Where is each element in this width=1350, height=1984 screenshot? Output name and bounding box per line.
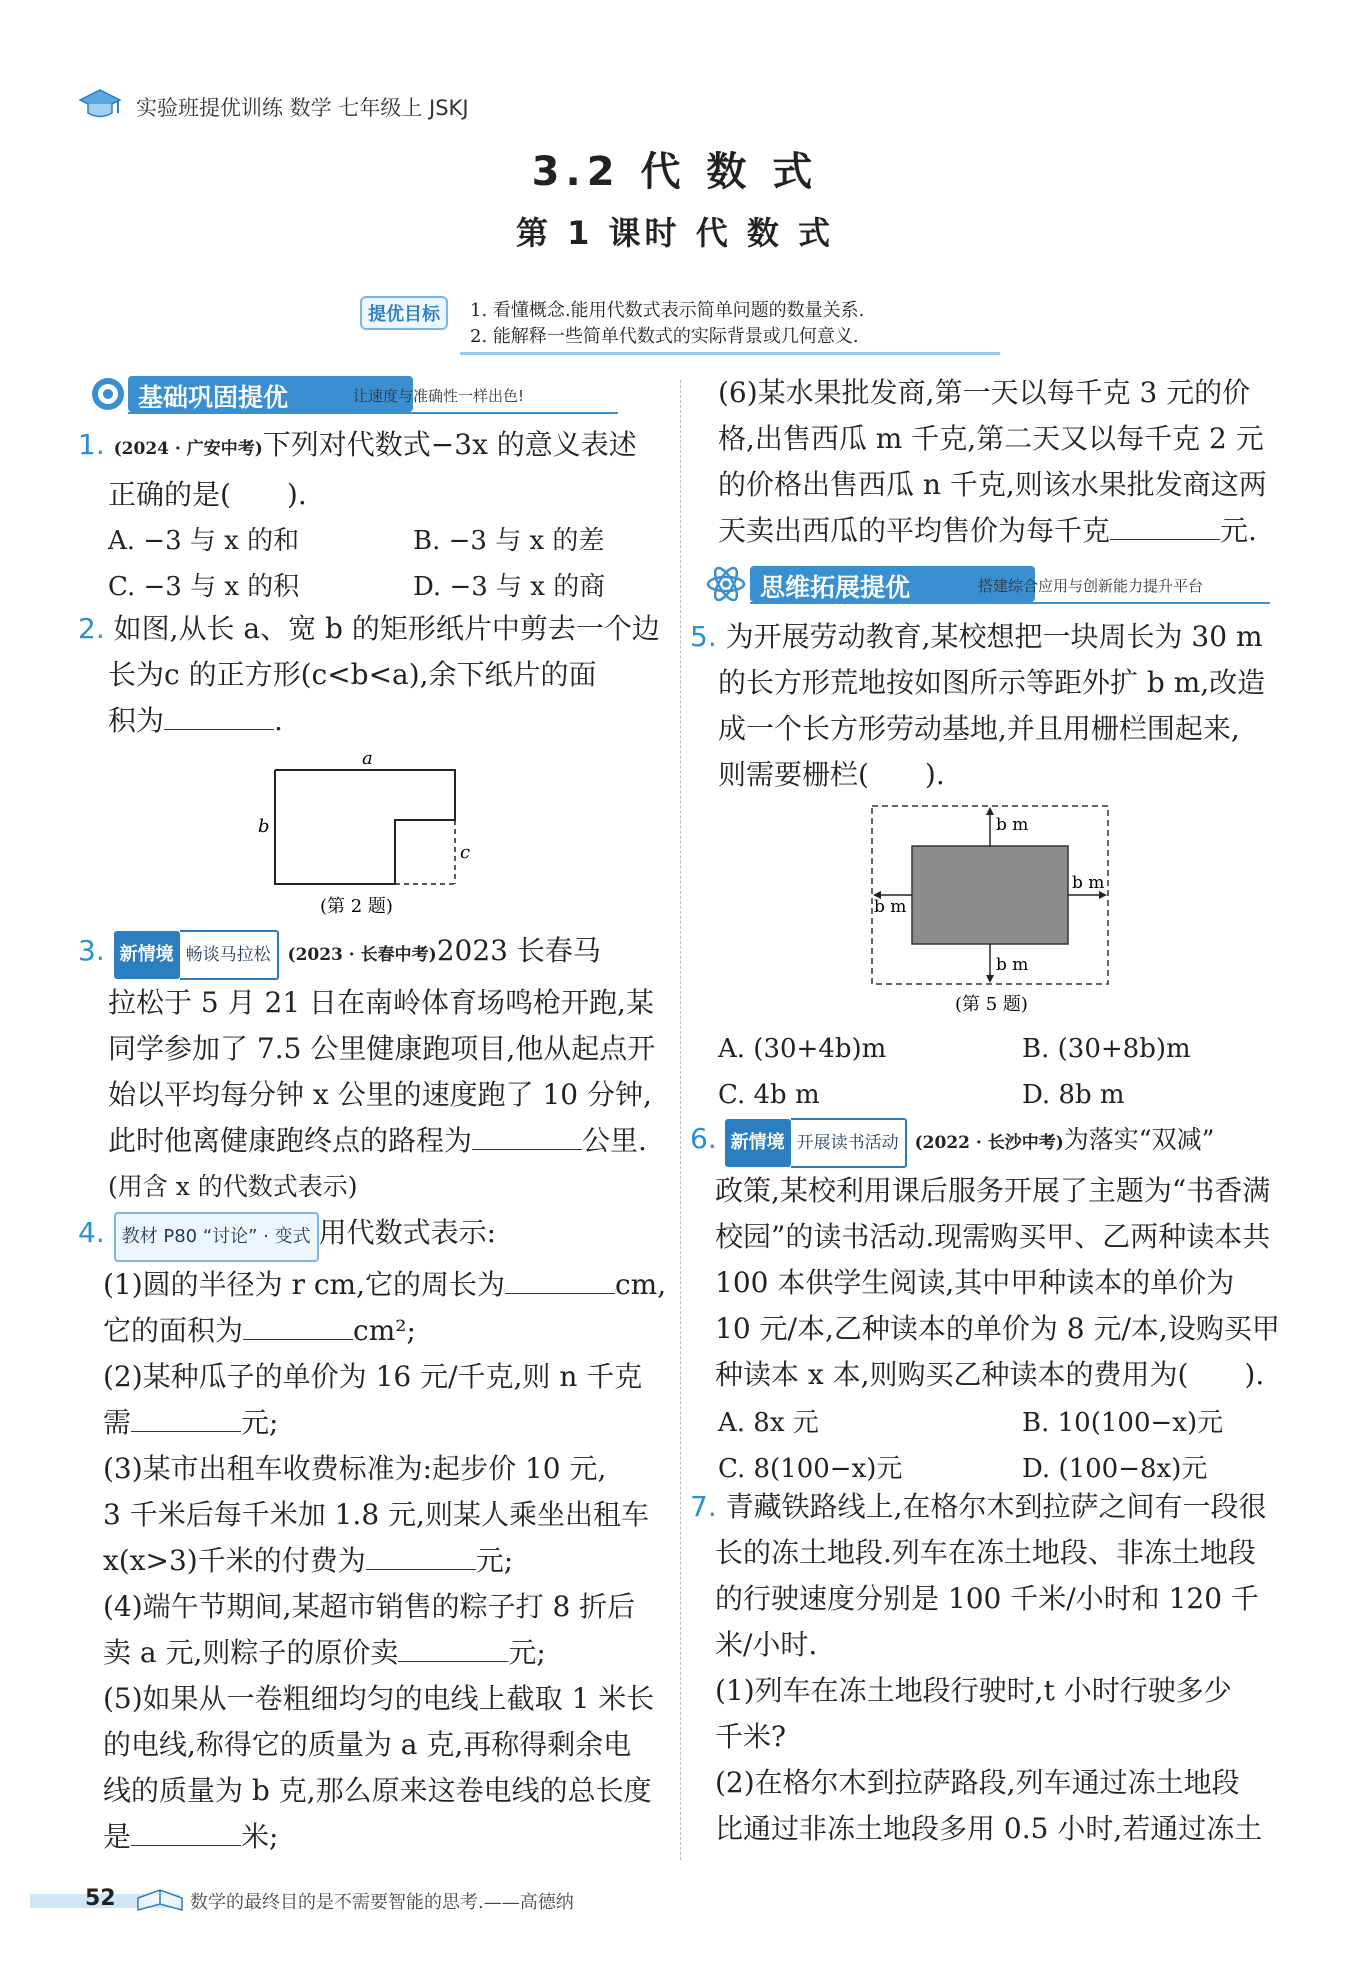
header bbox=[78, 86, 678, 126]
goal-item-2: 2. 能解释一些简单代数式的实际背景或几何意义. bbox=[470, 326, 859, 347]
svg-text:b m: b m bbox=[996, 955, 1029, 975]
target-icon bbox=[86, 374, 132, 414]
q6-option-b[interactable]: B. 10(100−x)元 bbox=[1022, 1408, 1224, 1438]
figure-q2 bbox=[250, 750, 490, 920]
q6-option-c[interactable]: C. 8(100−x)元 bbox=[718, 1454, 903, 1484]
question-2: 2. 如图,从长 a、宽 b 的矩形纸片中剪去一个边 长为c 的正方形(c<b<a),余下纸片的面 积为 . bbox=[78, 612, 660, 737]
q5-option-d[interactable]: D. 8b m bbox=[1022, 1080, 1125, 1110]
question-6: 6. 新情境 开展读书活动 (2022 · 长沙中考)为落实“双减” 政策,某校利用课后服务开展了主题为“书香满 校园”的读书活动.现需购买甲、乙两种读本共 100 本供学生阅读,其中甲种读本的单价为 10 元/本,乙种读本的单价为 8 元/本,设购买甲 种读本 x 本,则购买乙种读本的费用为( ). bbox=[690, 1116, 1290, 1398]
answer-blank[interactable] bbox=[366, 1539, 476, 1570]
answer-blank[interactable] bbox=[472, 1119, 582, 1150]
question-5: 5. 为开展劳动教育,某校想把一块周长为 30 m 的长方形荒地按如图所示等距外扩 b m,改造 成一个长方形劳动基地,并且用栅栏围起来, 则需要栅栏( ). bbox=[690, 620, 1266, 791]
question-1: 1. (2024 · 广安中考)下列对代数式−3x 的意义表述 正确的是( ). A. −3 与 x 的和 B. −3 与 x 的差 C. −3 与 x 的积 D. −3 与 x 的商 bbox=[78, 428, 637, 602]
section-title-extend: 思维拓展提优 bbox=[760, 573, 911, 602]
question-4-part-6: (6)某水果批发商,第一天以每千克 3 元的价 格,出售西瓜 m 千克,第二天又以每千克 2 元 的价格出售西瓜 n 千克,则该水果批发商这两 天卖出西瓜的平均售价为每千克 元. bbox=[718, 376, 1267, 547]
answer-blank[interactable] bbox=[164, 699, 274, 730]
question-3: 3. 新情境 畅谈马拉松 (2023 · 长春中考)2023 长春马 拉松于 5 月 21 日在南岭体育场鸣枪开跑,某 同学参加了 7.5 公里健康跑项目,他从起点开 始以平均每分钟 x 公里的速度跑了 10 分钟, 此时他离健康跑终点的路程为 公里. (用含 x 的代数式表示) bbox=[78, 928, 678, 1210]
goals-underline bbox=[460, 352, 1000, 355]
page-title: 3.2 代 数 式 bbox=[531, 149, 819, 195]
atom-icon bbox=[704, 564, 750, 604]
q1-option-a[interactable]: A. −3 与 x 的和 bbox=[108, 526, 300, 556]
goals-box bbox=[360, 290, 1000, 356]
q5-option-a[interactable]: A. (30+4b)m bbox=[718, 1034, 887, 1064]
label-b: b bbox=[258, 816, 270, 837]
q1-option-c[interactable]: C. −3 与 x 的积 bbox=[108, 572, 300, 602]
footer-quote: 数学的最终目的是不需要智能的思考.——高德纳 bbox=[190, 1892, 574, 1913]
section-title-basic: 基础巩固提优 bbox=[138, 383, 289, 412]
q6-option-d[interactable]: D. (100−8x)元 bbox=[1022, 1454, 1208, 1484]
answer-blank[interactable] bbox=[131, 1401, 241, 1432]
column-divider bbox=[680, 380, 681, 1860]
answer-blank[interactable] bbox=[131, 1815, 241, 1846]
goals-label: 提优目标 bbox=[360, 296, 448, 330]
question-4: 4. 教材 P80 “讨论” · 变式 用代数式表示: (1)圆的半径为 r cm,它的周长为 cm, 它的面积为 cm²; (2)某种瓜子的单价为 16 元/千克,则 n 千克 需 元; (3)某市出租车收费标准为:起步价 10 元, 3 千米后每千米加 1.8 元,则某人乘坐出租车 x(x>3)千米的付费为 元; (4)端午节期间,某超市销售的粽子打 8 折后 卖 a 元,则粽子的原价卖 元; (5)如果从一卷粗细均匀的电线上截取 1 米长 的电线,称得它的质量为 a 克,再称得剩余电 线的质量为 b 克,那么原来这卷电线的总长度 是 米; bbox=[78, 1210, 678, 1860]
graduation-cap-icon bbox=[78, 86, 122, 122]
textbook-tag: 教材 P80 “讨论” · 变式 bbox=[114, 1212, 319, 1262]
answer-blank[interactable] bbox=[398, 1631, 508, 1662]
footer bbox=[30, 1872, 930, 1922]
svg-text:b m: b m bbox=[874, 897, 907, 917]
q6-option-a[interactable]: A. 8x 元 bbox=[718, 1408, 819, 1438]
goal-item-1: 1. 看懂概念.能用代数式表示简单问题的数量关系. bbox=[470, 300, 865, 321]
label-c: c bbox=[460, 842, 471, 863]
book-icon bbox=[130, 1872, 190, 1912]
q5-option-b[interactable]: B. (30+8b)m bbox=[1022, 1034, 1191, 1064]
lesson-subtitle: 第 1 课时 代 数 式 bbox=[516, 214, 834, 252]
svg-text:b m: b m bbox=[996, 815, 1029, 835]
q5-option-c[interactable]: C. 4b m bbox=[718, 1080, 820, 1110]
answer-blank[interactable] bbox=[1110, 509, 1220, 540]
question-7: 7. 青藏铁路线上,在格尔木到拉萨之间有一段很 长的冻土地段.列车在冻土地段、非冻土地段 的行驶速度分别是 100 千米/小时和 120 千 米/小时. (1)列车在冻土地段行驶时,t 小时行驶多少 千米? (2)在格尔木到拉萨路段,列车通过冻土地段 比通过非冻土地段多用 0.5 小时,若通过冻土 bbox=[690, 1490, 1267, 1845]
q1-option-d[interactable]: D. −3 与 x 的商 bbox=[413, 572, 606, 602]
answer-blank[interactable] bbox=[505, 1263, 615, 1294]
section-slogan-extend: 搭建综合应用与创新能力提升平台 bbox=[978, 577, 1204, 595]
section-slogan-basic: 让速度与准确性一样出色! bbox=[353, 387, 525, 405]
tag-new-context: 新情境 bbox=[114, 931, 180, 979]
caption-q2: (第 2 题) bbox=[320, 896, 393, 917]
caption-q5: (第 5 题) bbox=[955, 994, 1028, 1015]
svg-text:b m: b m bbox=[1072, 873, 1105, 893]
page-number: 52 bbox=[85, 1886, 116, 1911]
label-a: a bbox=[362, 750, 373, 769]
answer-blank[interactable] bbox=[243, 1309, 353, 1340]
section-banner-extend bbox=[700, 564, 1280, 604]
section-banner-basic bbox=[78, 374, 628, 414]
q1-option-b[interactable]: B. −3 与 x 的差 bbox=[413, 526, 605, 556]
book-title: 实验班提优训练 数学 七年级上 JSKJ bbox=[136, 96, 469, 120]
figure-q5 bbox=[860, 800, 1120, 1020]
